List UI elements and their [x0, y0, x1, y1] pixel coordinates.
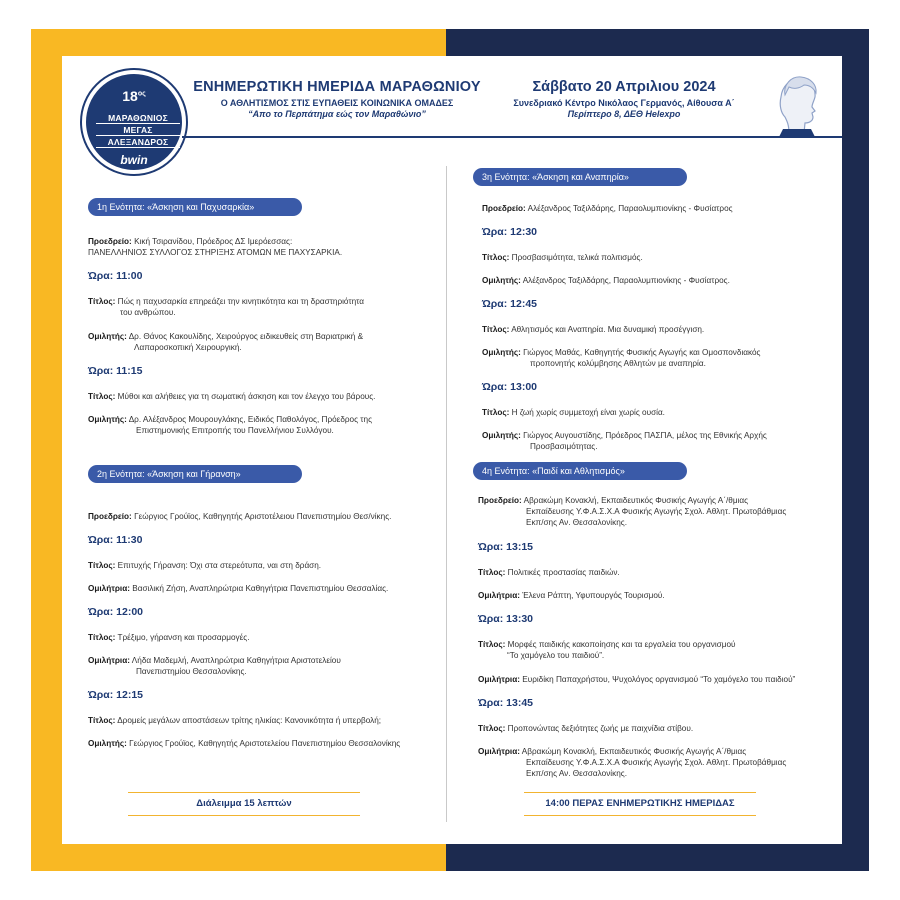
- header-right: [497, 79, 751, 119]
- s4-title-1: Τίτλος: Πολιτικές προστασίας παιδιών.: [478, 568, 620, 577]
- s3-title-2: Τίτλος: Αθλητισμός και Αναπηρία. Μια δυναμική προσέγγιση.: [482, 325, 705, 334]
- s4-title-2-cont: “Το χαμόγελο του παιδιού”.: [507, 651, 605, 660]
- s4-speaker-2: Ομιλήτρια: Ευριδίκη Παπαχρήστου, Ψυχολόγος οργανισμού “Το χαμόγελο του παιδιού”: [478, 675, 796, 684]
- s4-chair-cont-1: Εκπαίδευσης Υ.Φ.Α.Σ.Χ.Α Φυσικής Αγωγής Σχολ. Αθλητ. Πρωτοβάθμιας: [526, 507, 787, 516]
- event-quote: “Απο το Περπάτημα εώς τον Μαραθώνιο”: [248, 109, 426, 119]
- s4-speaker-3-cont-1: Εκπαίδευσης Υ.Φ.Α.Σ.Χ.Α Φυσικής Αγωγής Σχολ. Αθλητ. Πρωτοβάθμιας: [526, 758, 787, 767]
- s1-speaker-2: Ομιλητής: Δρ. Αλέξανδρος Μουρουγλάκης, Ειδικός Παθολόγος, Πρόεδρος της: [88, 415, 373, 424]
- s2-time-1: Ώρα: 11:30: [88, 534, 143, 546]
- s3-speaker-3: Ομιλητής: Γιώργος Αυγουστίδης, Πρόεδρος ΠΑΣΠΑ, μέλος της Εθνικής Αρχής: [482, 431, 767, 440]
- marathon-logo: [82, 70, 186, 174]
- s3-time-1: Ώρα: 12:30: [482, 226, 538, 238]
- s1-title-1: Τίτλος: Πώς η παχυσαρκία επηρεάζει την κινητικότητα και τη δραστηριότητα: [88, 297, 365, 306]
- event-date: Σάββατο 20 Απριλιου 2024: [532, 79, 716, 95]
- s1-time-2: Ώρα: 11:15: [88, 365, 143, 377]
- s4-title-3: Τίτλος: Προπονώντας δεξιότητες ζωής με παιχνίδια στίβου.: [478, 724, 694, 733]
- s3-speaker-2: Ομιλητής: Γιώργος Μαθάς, Καθηγητής Φυσικής Αγωγής και Ομοσπονδιακός: [482, 348, 761, 357]
- s3-time-3: Ώρα: 13:00: [482, 381, 538, 393]
- s1-chair-org: ΠΑΝΕΛΛΗΝΙΟΣ ΣΥΛΛΟΓΟΣ ΣΤΗΡΙΞΗΣ ΑΤΟΜΩΝ ΜΕ ΠΑΧΥΣΑΡΚΙΑ.: [88, 248, 343, 257]
- s3-title-1: Τίτλος: Προσβασιμότητα, τελικά πολιτισμός.: [482, 253, 643, 262]
- s1-speaker-1-cont: Λαπαροσκοπική Χειρουργική.: [134, 343, 242, 352]
- logo-line-3: ΑΛΕΞΑΝΔΡΟΣ: [96, 137, 180, 148]
- event-venue: Συνεδριακό Κέντρο Νικόλαος Γερμανός, Αίθουσα Α΄: [513, 98, 735, 108]
- logo-line-2: ΜΕΓΑΣ: [96, 125, 180, 136]
- s2-speaker-2: Ομιλήτρια: Λήδα Μαδεμλή, Αναπληρώτρια Καθηγήτρια Αριστοτελείου: [88, 656, 341, 665]
- s2-chair: Προεδρείο: Γεώργιος Γρούϊος, Καθηγητής Αριστοτέλειου Πανεπιστημίου Θεσ/νίκης.: [88, 512, 392, 521]
- s1-title-2: Τίτλος: Μύθοι και αλήθειες για τη σωματική άσκηση και τον έλεγχο του βάρους.: [88, 392, 376, 401]
- s4-chair: Προεδρείο: Αβρακώμη Κονακλή, Εκπαιδευτικός Φυσικής Αγωγής Α΄/θμιας: [478, 496, 749, 505]
- s2-time-3: Ώρα: 12:15: [88, 689, 144, 701]
- classical-bust-icon: [771, 71, 823, 137]
- s1-time-1: Ώρα: 11:00: [88, 270, 143, 282]
- s1-speaker-1: Ομιλητής: Δρ. Θάνος Κακουλίδης, Χειρούργος ειδικευθείς στη Βαριατρική &: [88, 332, 364, 341]
- header-left: [192, 79, 482, 119]
- section-1-pill: 1η Ενότητα: «Άσκηση και Παχυσαρκία»: [88, 198, 302, 216]
- s3-time-2: Ώρα: 12:45: [482, 298, 538, 310]
- column-divider: [446, 166, 447, 822]
- event-subtitle: Ο ΑΘΛΗΤΙΣΜΟΣ ΣΤΙΣ ΕΥΠΑΘΕΙΣ ΚΟΙΝΩΝΙΚΑ ΟΜΑΔΕΣ: [220, 98, 454, 108]
- logo-line-1: ΜΑΡΑΘΩΝΙΟΣ: [96, 113, 180, 124]
- s4-time-1: Ώρα: 13:15: [478, 541, 534, 553]
- s4-time-2: Ώρα: 13:30: [478, 613, 534, 625]
- s2-speaker-1: Ομιλήτρια: Βασιλική Ζήση, Αναπληρώτρια Καθηγήτρια Πανεπιστημίου Θεσσαλίας.: [88, 584, 389, 593]
- s4-speaker-3: Ομιλήτρια: Αβρακώμη Κονακλή, Εκπαιδευτικός Φυσικής Αγωγής Α΄/θμιας: [478, 747, 747, 756]
- section-2-pill: 2η Ενότητα: «Άσκηση και Γήρανση»: [88, 465, 302, 483]
- s4-speaker-3-cont-2: Εκπ/σης Αν. Θεσσαλονίκης.: [526, 769, 627, 778]
- event-pavilion: Περίπτερο 8, ΔΕΘ Helexpo: [567, 109, 681, 119]
- s2-speaker-3: Ομιλητής: Γεώργιος Γρούϊος, Καθηγητής Αριστοτελείου Πανεπιστημίου Θεσσαλονίκης: [88, 739, 401, 748]
- break-banner: Διάλειμμα 15 λεπτών: [128, 792, 360, 816]
- s1-speaker-2-cont: Επιστημονικής Επιτροπής του Πανελλήνιου Συλλόγου.: [136, 426, 334, 435]
- s3-chair: Προεδρείο: Αλέξανδρος Ταξιλδάρης, Παραολυμπιονίκης - Φυσίατρος: [482, 204, 733, 213]
- s2-title-1: Τίτλος: Επιτυχής Γήρανση: Όχι στα στερεότυπα, ναι στη δράση.: [88, 561, 322, 570]
- section-4-pill: 4η Ενότητα: «Παιδί και Αθλητισμός»: [473, 462, 687, 480]
- logo-edition: $18^{o\varsigma}$: [122, 88, 146, 104]
- section-3-pill: 3η Ενότητα: «Άσκηση και Αναπηρία»: [473, 168, 687, 186]
- s2-title-3: Τίτλος: Δρομείς μεγάλων αποστάσεων τρίτης ηλικίας: Κανονικότητα ή υπερβολή;: [88, 716, 382, 725]
- s3-speaker-3-cont: Προσβασιμότητας.: [530, 442, 598, 451]
- logo-sponsor: bwin: [120, 153, 148, 167]
- s2-speaker-2-cont: Πανεπιστημίου Θεσσαλονίκης.: [136, 667, 247, 676]
- s4-title-2: Τίτλος: Μορφές παιδικής κακοποίησης και τα εργαλεία του οργανισμού: [478, 640, 736, 649]
- s1-chair: Προεδρείο: Κική Τσιρανίδου, Πρόεδρος ΔΣ Ιμερόεσσας:: [88, 237, 293, 246]
- end-banner: 14:00 ΠΕΡΑΣ ΕΝΗΜΕΡΩΤΙΚΗΣ ΗΜΕΡΙΔΑΣ: [524, 792, 756, 816]
- s3-title-3: Τίτλος: Η ζωή χωρίς συμμετοχή είναι χωρίς ουσία.: [482, 408, 665, 417]
- header-rule: [182, 136, 842, 138]
- s2-title-2: Τίτλος: Τρέξιμο, γήρανση και προσαρμογές.: [88, 633, 250, 642]
- s4-chair-cont-2: Εκπ/σης Αν. Θεσσαλονίκης.: [526, 518, 627, 527]
- s2-time-2: Ώρα: 12:00: [88, 606, 144, 618]
- s4-time-3: Ώρα: 13:45: [478, 697, 534, 709]
- s1-title-1-cont: του ανθρώπου.: [120, 308, 176, 317]
- event-title: ΕΝΗΜΕΡΩΤΙΚΗ ΗΜΕΡΙΔΑ ΜΑΡΑΘΩΝΙΟΥ: [193, 79, 481, 95]
- s4-speaker-1: Ομιλήτρια: Έλενα Ράπτη, Υφυπουργός Τουρισμού.: [478, 591, 665, 600]
- s3-speaker-2-cont: προπονητής κολύμβησης Αθλητών με αναπηρία.: [530, 359, 706, 368]
- s3-speaker-1: Ομιλητής: Αλέξανδρος Ταξιλδάρης, Παραολυμπιονίκης - Φυσίατρος.: [482, 276, 730, 285]
